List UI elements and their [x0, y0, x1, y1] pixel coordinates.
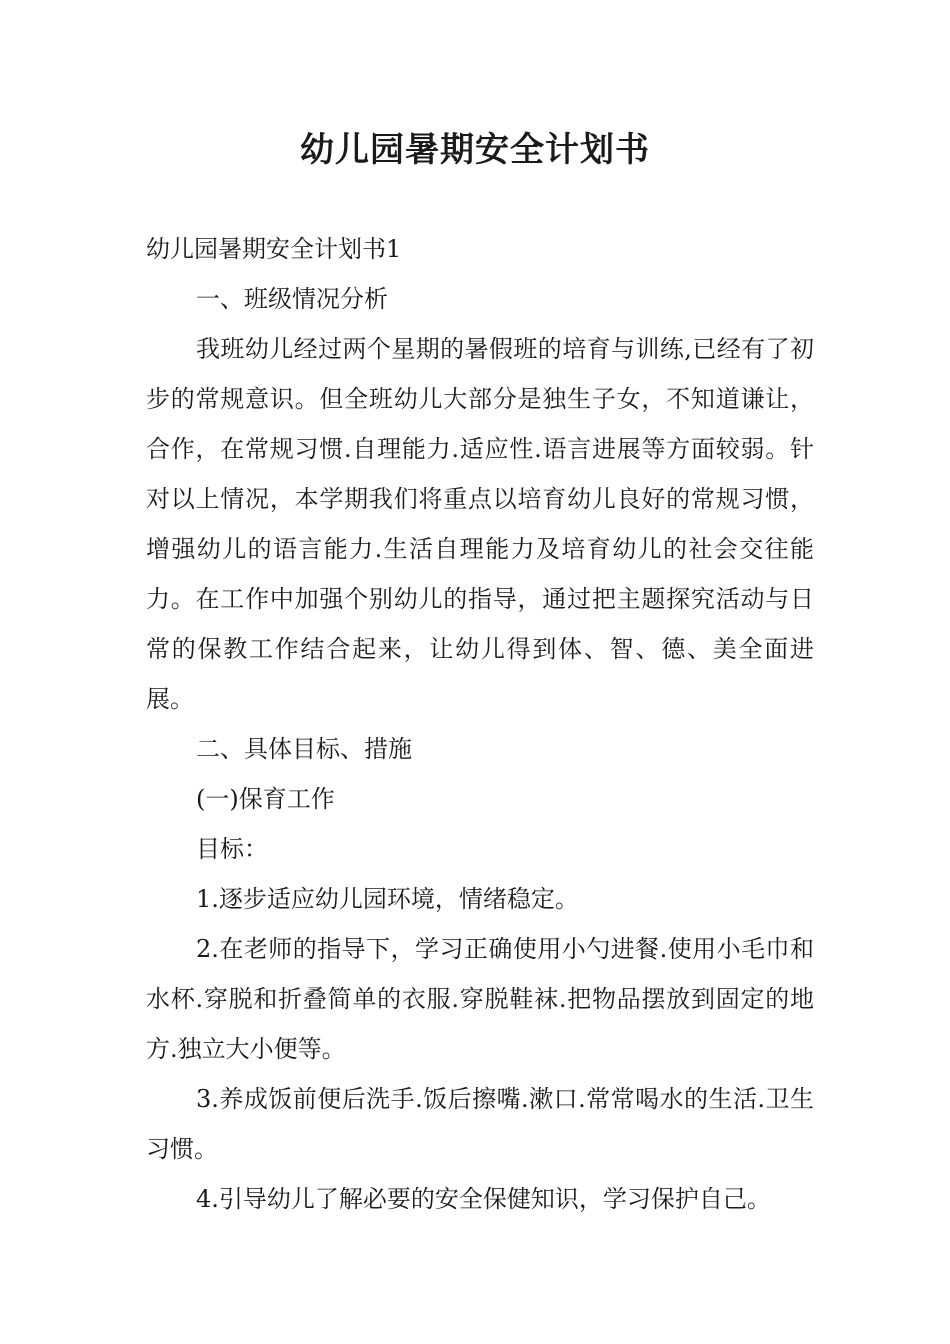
- heading-goals-measures: 二、具体目标、措施: [196, 735, 412, 763]
- goal-item-2: 2.在老师的指导下，学习正确使用小勺进餐.使用小毛巾和水杯.穿脱和折叠简单的衣服.穿脱鞋袜.把物品摆放到固定的地方.独立大小便等。: [146, 935, 814, 1063]
- heading-care-work: (一)保育工作: [196, 785, 335, 813]
- label-goals: 目标：: [196, 835, 268, 863]
- paragraph-class-analysis: 我班幼儿经过两个星期的暑假班的培育与训练,已经有了初步的常规意识。但全班幼儿大部分是独生子女，不知道谦让，合作，在常规习惯.自理能力.适应性.语言进展等方面较弱。针对以上情况，本学期我们将重点以培育幼儿良好的常规习惯，增强幼儿的语言能力.生活自理能力及培育幼儿的社会交往能力。在工作中加强个别幼儿的指导，通过把主题探究活动与日常的保教工作结合起来，让幼儿得到体、智、德、美全面进展。: [146, 335, 814, 713]
- section-heading: 幼儿园暑期安全计划书1: [146, 235, 402, 263]
- goal-item-1: 1.逐步适应幼儿园环境，情绪稳定。: [196, 885, 579, 913]
- goal-item-4: 4.引导幼儿了解必要的安全保健知识，学习保护自己。: [196, 1185, 771, 1213]
- document-title: 幼儿园暑期安全计划书: [300, 130, 650, 170]
- goal-item-3: 3.养成饭前便后洗手.饭后擦嘴.漱口.常常喝水的生活.卫生习惯。: [146, 1085, 814, 1163]
- heading-class-analysis: 一、班级情况分析: [196, 285, 388, 313]
- document-body: [146, 224, 814, 1224]
